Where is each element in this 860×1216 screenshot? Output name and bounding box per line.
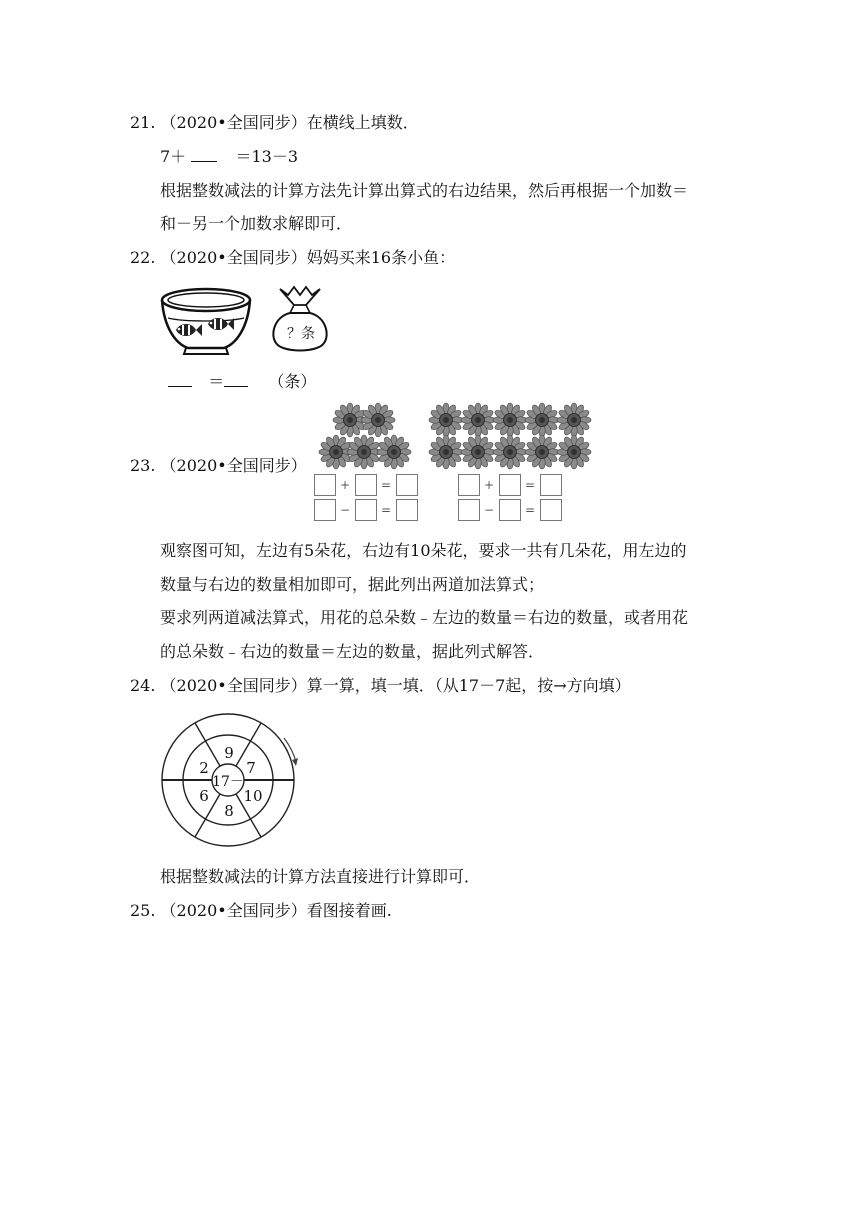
answer-box[interactable] — [314, 499, 336, 521]
equals-sign: = — [380, 503, 392, 517]
flower-icon — [493, 403, 527, 437]
question-number: 25. — [130, 901, 156, 920]
q21-explain-2: 和－另一个加数求解即可． — [160, 214, 353, 233]
q23-explain-2: 数量与右边的数量相加即可，据此列出两道加法算式； — [160, 575, 545, 594]
answer-box[interactable] — [458, 474, 480, 496]
q22-equation — [168, 371, 316, 393]
q23-explain-4: 的总朵数﹣右边的数量＝左边的数量，据此列式解答． — [160, 642, 545, 661]
q23-explain-3: 要求列两道减法算式，用花的总朵数﹣左边的数量＝右边的数量，或者用花 — [160, 608, 689, 627]
question-text: 看图接着画. — [306, 901, 392, 920]
answer-box[interactable] — [396, 499, 418, 521]
question-number: 22. — [130, 248, 156, 267]
flower-icon — [377, 435, 411, 469]
flower-icon — [557, 435, 591, 469]
flower-icon — [429, 435, 463, 469]
ring-number: 10 — [243, 787, 263, 805]
q21-heading — [130, 112, 419, 134]
answer-box[interactable] — [458, 499, 480, 521]
question-text: 在横线上填数． — [306, 113, 419, 132]
equals-sign: = — [524, 478, 536, 492]
number-wheel — [158, 710, 304, 850]
minus-sign: − — [483, 503, 495, 517]
answer-blank[interactable] — [224, 372, 248, 387]
q23-heading — [130, 455, 307, 477]
q25-heading — [130, 900, 392, 922]
q24-heading — [130, 675, 631, 697]
flower-icon — [361, 403, 395, 437]
q21-equation — [160, 146, 298, 168]
question-number: 24. — [130, 676, 156, 695]
fish-bowl-icon — [158, 284, 254, 356]
ring-number: 8 — [224, 802, 234, 820]
question-source: （2020•全国同步） — [160, 456, 307, 475]
answer-box[interactable] — [499, 474, 521, 496]
equation-equals: ＝ — [208, 372, 225, 391]
answer-blank[interactable] — [168, 372, 192, 387]
answer-box[interactable] — [314, 474, 336, 496]
answer-box[interactable] — [355, 499, 377, 521]
q23-explain-1: 观察图可知，左边有5朵花，右边有10朵花，要求一共有几朵花，用左边的 — [160, 541, 687, 560]
minus-sign: − — [339, 503, 351, 517]
plus-sign: + — [483, 478, 495, 492]
equation-right: ＝13－3 — [235, 147, 299, 166]
ring-number: 6 — [199, 787, 209, 805]
answer-box[interactable] — [499, 499, 521, 521]
center-label: 17－ — [212, 774, 244, 790]
ring-number: 2 — [199, 759, 209, 777]
flower-icon — [557, 403, 591, 437]
equals-sign: = — [524, 503, 536, 517]
question-number: 21. — [130, 113, 156, 132]
flower-icon — [525, 403, 559, 437]
question-source: （2020•全国同步） — [160, 248, 307, 267]
answer-box[interactable] — [540, 499, 562, 521]
bag-label: ？条 — [287, 326, 315, 342]
flower-icon — [461, 435, 495, 469]
answer-box[interactable] — [540, 474, 562, 496]
unit-label: （条） — [268, 372, 317, 391]
question-source: （2020•全国同步） — [160, 113, 307, 132]
question-source: （2020•全国同步） — [160, 901, 307, 920]
answer-blank[interactable] — [191, 147, 217, 162]
q24-explain-1: 根据整数减法的计算方法直接进行计算即可． — [160, 867, 481, 886]
plus-sign: + — [339, 478, 351, 492]
flower-icon — [347, 435, 381, 469]
equation-left: 7＋ — [160, 147, 187, 166]
answer-box[interactable] — [355, 474, 377, 496]
q22-heading — [130, 247, 455, 269]
flower-icon — [461, 403, 495, 437]
question-number: 23. — [130, 456, 156, 475]
question-source: （2020•全国同步） — [160, 676, 307, 695]
equals-sign: = — [380, 478, 392, 492]
ring-number: 9 — [224, 744, 234, 762]
flower-icon — [429, 403, 463, 437]
flowers-illustration — [312, 400, 602, 472]
answer-box[interactable] — [396, 474, 418, 496]
ring-number: 7 — [246, 759, 256, 777]
q21-explain-1: 根据整数减法的计算方法先计算出算式的右边结果，然后再根据一个加数＝ — [160, 181, 689, 200]
flower-icon — [493, 435, 527, 469]
question-text: 妈妈买来16条小鱼： — [306, 248, 456, 267]
question-text: 算一算，填一填．（从17－7起，按→方向填） — [306, 676, 631, 695]
flower-icon — [525, 435, 559, 469]
